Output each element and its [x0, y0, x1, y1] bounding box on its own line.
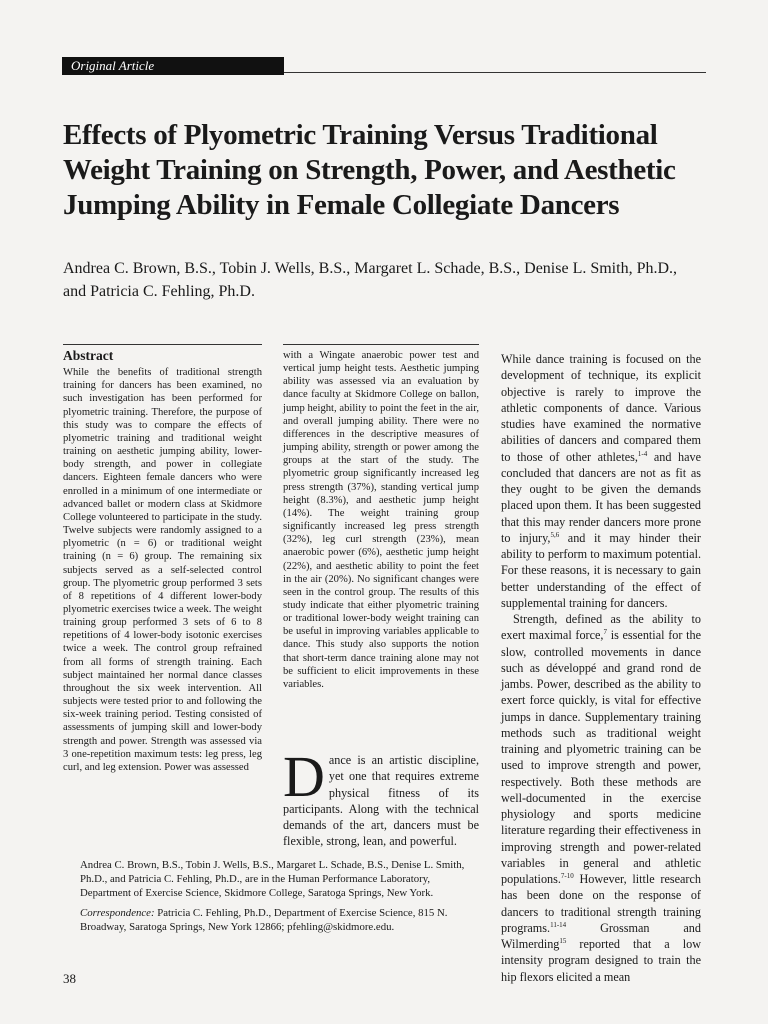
author-footnote	[63, 858, 479, 940]
section-label: Original Article	[62, 57, 284, 75]
page-number: 38	[63, 971, 76, 986]
right-column	[501, 351, 701, 985]
abstract-continued: with a Wingate anaerobic power test and vertical jump height tests. Aesthetic jumping ability was assessed via an evaluation by dance faculty at Skidmore College on ballon, jump height, ability to point the feet in the air, and overall jumping ability. There were no differences in the descriptive measures of jumping ability, strength or power among the groups at the start of the study. The plyometric group significantly increased leg press strength (37%), standing vertical jump height (8.3%), and aesthetic jump height (14%). The weight training group significantly increased leg press strength (32%), leg curl strength (23%), mean anaerobic power (6%), aesthetic jump height (22%), and aesthetic ability to point the feet in the air (20%). No significant changes were seen in the control group. The results of this study indicate that either plyometric training or traditional lower-body weight training can be useful in improving variables applicable to dance. This study also supports the notion that short-term dance training alone may not be sufficient to elicit improvements in these variables.	[283, 350, 479, 690]
affiliation-note: Andrea C. Brown, B.S., Tobin J. Wells, B.S., Margaret L. Schade, B.S., Denise L. Smith, Ph.D., and Patricia C. Fehling, Ph.D., are in the Human Performance Laboratory, Department of Exercise Science, Skidmore College, Saratoga Springs, New York.	[80, 859, 465, 899]
abstract-text: While the benefits of traditional strength training for dancers has been examined, no such investigation has been performed for plyometric training. Therefore, the purpose of this study was to compare the effects of plyometric training and traditional weight training on aesthetic jumping ability, lower-body strength, and power in collegiate dancers. Eighteen female dancers who were enrolled in a minimum of one intermediate or advanced ballet or modern class at Skidmore College volunteered to participate in the study. Twelve subjects were randomly assigned to a plyometric (n = 6) or traditional weight training (n = 6) group. The remaining six subjects served as a self-selected control group. The plyometric group performed 3 sets of 8 repetitions of 4 different lower-body plyometric exercises twice a week. The weight training group performed 3 sets of 6 to 8 repetitions of 4 lower-body isotonic exercises twice a week. The control group refrained from all forms of strength training. Each subject maintained her normal dance classes throughout the six week intervention. All subjects were tested prior to and following the six-week training period. Testing consisted of assessments of jumping skill and lower-body strength and power. Strength was assessed via 3 one-repetition maximum tests: leg press, leg curl, and leg extension. Power was assessed	[63, 367, 262, 773]
body-paragraph: Strength, defined as the ability to exert maximal force,$^7$ is essential for the slow, controlled movements in dance such as développé and grand rond de jambs. Power, described as the ability to exert force quickly, is vital for effective jumps in dance. Supplementary training methods such as traditional weight training and plyometric training can be used to improve strength and power, respectively. Both these methods are well-documented in the exercise physiology and sports medicine literature regarding their effectiveness in improving strength and power-related variables in general and athletic populations.$^{7-10}$ However, little research has been done on the response of dancers to traditional strength training programs.$^{11-14}$ Grossman and Wilmerding$^{15}$ reported that a low intensity program designed to train the hip flexors elicited a mean	[501, 612, 701, 984]
introduction-paragraph	[283, 744, 479, 850]
abstract-column	[63, 349, 262, 774]
correspondence-note: Correspondence: Patricia C. Fehling, Ph.D., Department of Exercise Science, 815 N. Broadway, Saratoga Springs, New York 12866; pfehling@skidmore.edu.	[80, 907, 448, 933]
middle-column-rule	[283, 344, 479, 345]
author-list: Andrea C. Brown, B.S., Tobin J. Wells, B.S., Margaret L. Schade, B.S., Denise L. Smith, Ph.D., and Patricia C. Fehling, Ph.D.	[63, 260, 678, 300]
header-rule	[284, 72, 706, 73]
drop-cap: D	[283, 744, 325, 809]
abstract-heading: Abstract	[63, 348, 114, 363]
introduction-text: ance is an artistic discipline, yet one that requires extreme physical fitness of its participants. Along with the technical demands of the art, dancers must be flexible, strong, lean, and powerful.	[283, 753, 479, 849]
abstract-rule	[63, 344, 262, 345]
article-title: Effects of Plyometric Training Versus Traditional Weight Training on Strength, Power, and Aesthetic Jumping Ability in Female Collegiate Dancers	[63, 119, 676, 221]
body-paragraph: While dance training is focused on the development of technique, its explicit objective is rarely to improve the athletic components of dance. Various studies have examined the normative abilities of dancers and compared them to those of other athletes,$^{1-4}$ and have concluded that dancers are not as fit as they ought to be given the demands placed upon them. It has been suggested that this may render dancers more prone to injury,$^{5,6}$ and it may hinder their ability to perform to maximum potential. For these reasons, it is necessary to gain better understanding of the effect of supplemental training for dancers.	[501, 352, 701, 610]
